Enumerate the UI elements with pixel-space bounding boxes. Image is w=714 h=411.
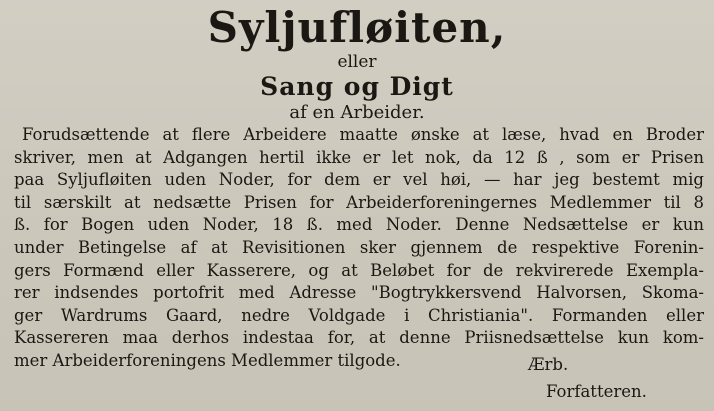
body-line: ß. for Bogen uden Noder, 18 ß. med Noder. Denne Nedsættelse er kun: [14, 215, 704, 235]
body-line: Kassereren maa derhos indestaa for, at denne Priisnedsættelse kun kom-: [14, 328, 704, 348]
eller-connector: eller: [337, 52, 377, 72]
body-line: Forudsættende at flere Arbeidere maatte ønske at læse, hvad en Broder: [22, 125, 704, 144]
signature-author: Forfatteren.: [546, 382, 647, 401]
body-line: paa Syljufløiten uden Noder, for dem er vel høi, — har jeg bestemt mig: [14, 170, 704, 190]
body-line: gers Formænd eller Kasserere, og at Beløbet for de rekvirerede Exempla-: [14, 260, 704, 280]
signature-erb: Ærb.: [528, 355, 569, 374]
body-line: mer Arbeiderforeningens Medlemmer tilgode.: [14, 350, 401, 370]
byline: af en Arbeider.: [289, 102, 425, 123]
body-text: [14, 124, 704, 373]
body-line: rer indsendes portofrit med Adresse "Bogtrykkersvend Halvorsen, Skoma-: [14, 283, 704, 303]
body-line: under Betingelse af at Revisitionen sker gjennem de respektive Forenin-: [14, 237, 704, 257]
headline-title: Syljufløiten,: [207, 3, 507, 52]
headline-subtitle: Sang og Digt: [260, 72, 454, 101]
body-line: ger Wardrums Gaard, nedre Voldgade i Christiania". Formanden eller: [14, 305, 704, 325]
body-line: skriver, men at Adgangen hertil ikke er let nok, da 12 ß , som er Prisen: [14, 147, 704, 167]
body-line: til særskilt at nedsætte Prisen for Arbeiderforeningernes Medlemmer til 8: [14, 192, 704, 212]
